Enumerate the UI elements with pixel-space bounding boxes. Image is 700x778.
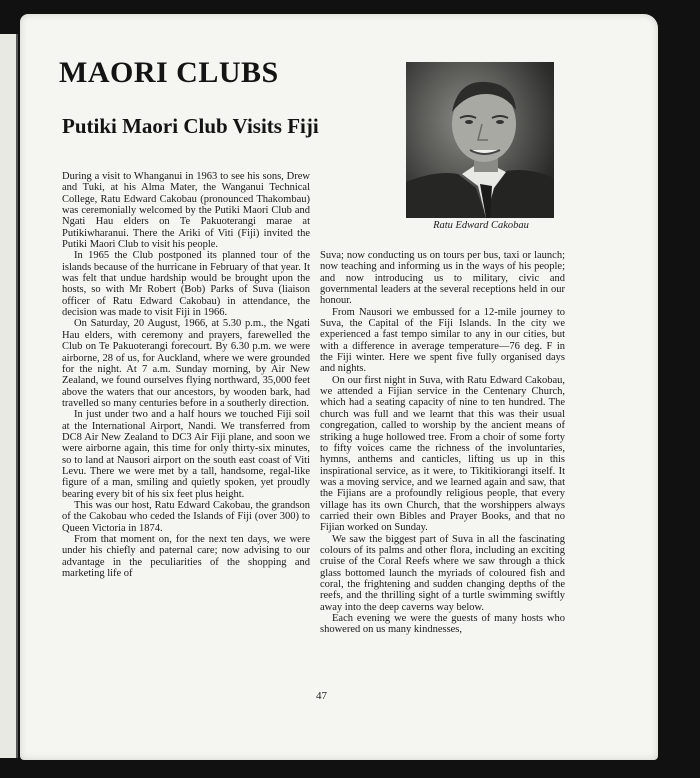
paragraph: Suva; now conducting us on tours per bus, taxi or launch; now teaching and informing us in the ways of his people; and now introducing us to military, civic and governmental leaders at the several receptions held in our honour. xyxy=(320,250,565,307)
paragraph: During a visit to Whanganui in 1963 to see his sons, Drew and Tuki, at his Alma Mater, the Wanganui Technical College, Ratu Edward Cakobau (pronounced Thakombau) was ceremonially welcomed by the Putiki Maori Club and Ngati Hau elders on Te Pakuoterangi marae at Putikiwharanui. There the Ariki of Viti (Fiji) invited the Putiki Maori Club to visit his people. xyxy=(62,171,310,251)
paragraph: In 1965 the Club postponed its planned tour of the islands because of the hurricane in February of that year. It was felt that undue hardship would be brought upon the hosts, so with Mr Robert (Bob) Parks of Suva (liaison officer of Ratu Edward Cakobau) in attendance, the decision was made to visit Fiji in 1966. xyxy=(62,250,310,319)
left-column xyxy=(62,171,310,579)
paragraph: This was our host, Ratu Edward Cakobau, the grandson of the Cakobau who ceded the Islands of Fiji (over 300) to Queen Victoria in 1874. xyxy=(62,499,310,534)
portrait-illustration xyxy=(406,62,554,218)
previous-page-edge xyxy=(0,34,18,758)
section-title: MAORI CLUBS xyxy=(59,56,279,89)
right-column xyxy=(320,250,565,636)
article-title: Putiki Maori Club Visits Fiji xyxy=(62,114,319,138)
paragraph: Each evening we were the guests of many hosts who showered on us many kindnesses, xyxy=(320,613,565,636)
paragraph: From that moment on, for the next ten days, we were under his chiefly and paternal care; now advising to our advantage in the peculiarities of the shopping and marketing life of xyxy=(62,534,310,580)
paragraph: In just under two and a half hours we touched Fiji soil at the International Airport, Nandi. We transferred from DC8 Air New Zealand to DC3 Air Fiji plane, and soon we were airborne again, this time for only thirty-six minutes, so to land at Nausori airport on the south east coast of Viti Levu. There we were met by a tall, handsome, regal-like figure of a man, smiling and quietly spoken, yet proudly bearing every bit of his six feet plus height. xyxy=(62,409,310,500)
paragraph: On Saturday, 20 August, 1966, at 5.30 p.m., the Ngati Hau elders, with ceremony and prayers, farewelled the Club on Te Pakuoterangi forecourt. By 6.30 p.m. we were airborne, 28 of us, for Auckland, where we were grounded for the night. At 7 a.m. Sunday morning, by Air New Zealand, we found ourselves flying northward, 35,000 feet above the waters that our ancestors, by wooden bark, had travelled so many centuries before in a southerly direction. xyxy=(62,318,310,409)
paragraph: From Nausori we embussed for a 12-mile journey to Suva, the Capital of the Fiji Islands. In the city we experienced a fast tempo similar to any in our cities, but with a difference in average temperature—76 deg. F in the Fiji winter. Here we spent five fully organised days and nights. xyxy=(320,306,565,375)
portrait-photo xyxy=(406,62,554,218)
page-number: 47 xyxy=(316,690,327,702)
paragraph: We saw the biggest part of Suva in all the fascinating colours of its palms and other flora, including an exciting cruise of the Coral Reefs where we saw through a thick glass bottomed launch the myriads of coloured fish and coral, the frightening and sudden changing depths of the reefs, and the thrilling sight of a turtle swimming swiftly away into the deep caverns way below. xyxy=(320,533,565,613)
photo-caption: Ratu Edward Cakobau xyxy=(433,220,529,231)
paragraph: On our first night in Suva, with Ratu Edward Cakobau, we attended a Fijian service in the Centenary Church, which had a seating capacity of nine to ten hundred. The church was full and we learnt that this was their usual congregation, called to worship by the ancient means of striking a huge hollowed tree. From a choir of some forty to fifty voices came the richness of the involuntaries, hymns, anthems and canticles, lifting us up in this inspirational service, as it were, to Tikitikiorangi itself. It was a moving service, and we learned again and saw, that the Fijians are a profoundly religious people, that every village has its own Church, that the worshippers always carried their own Bibles and Prayer Books, and that no Fijian worked on Sunday. xyxy=(320,374,565,534)
